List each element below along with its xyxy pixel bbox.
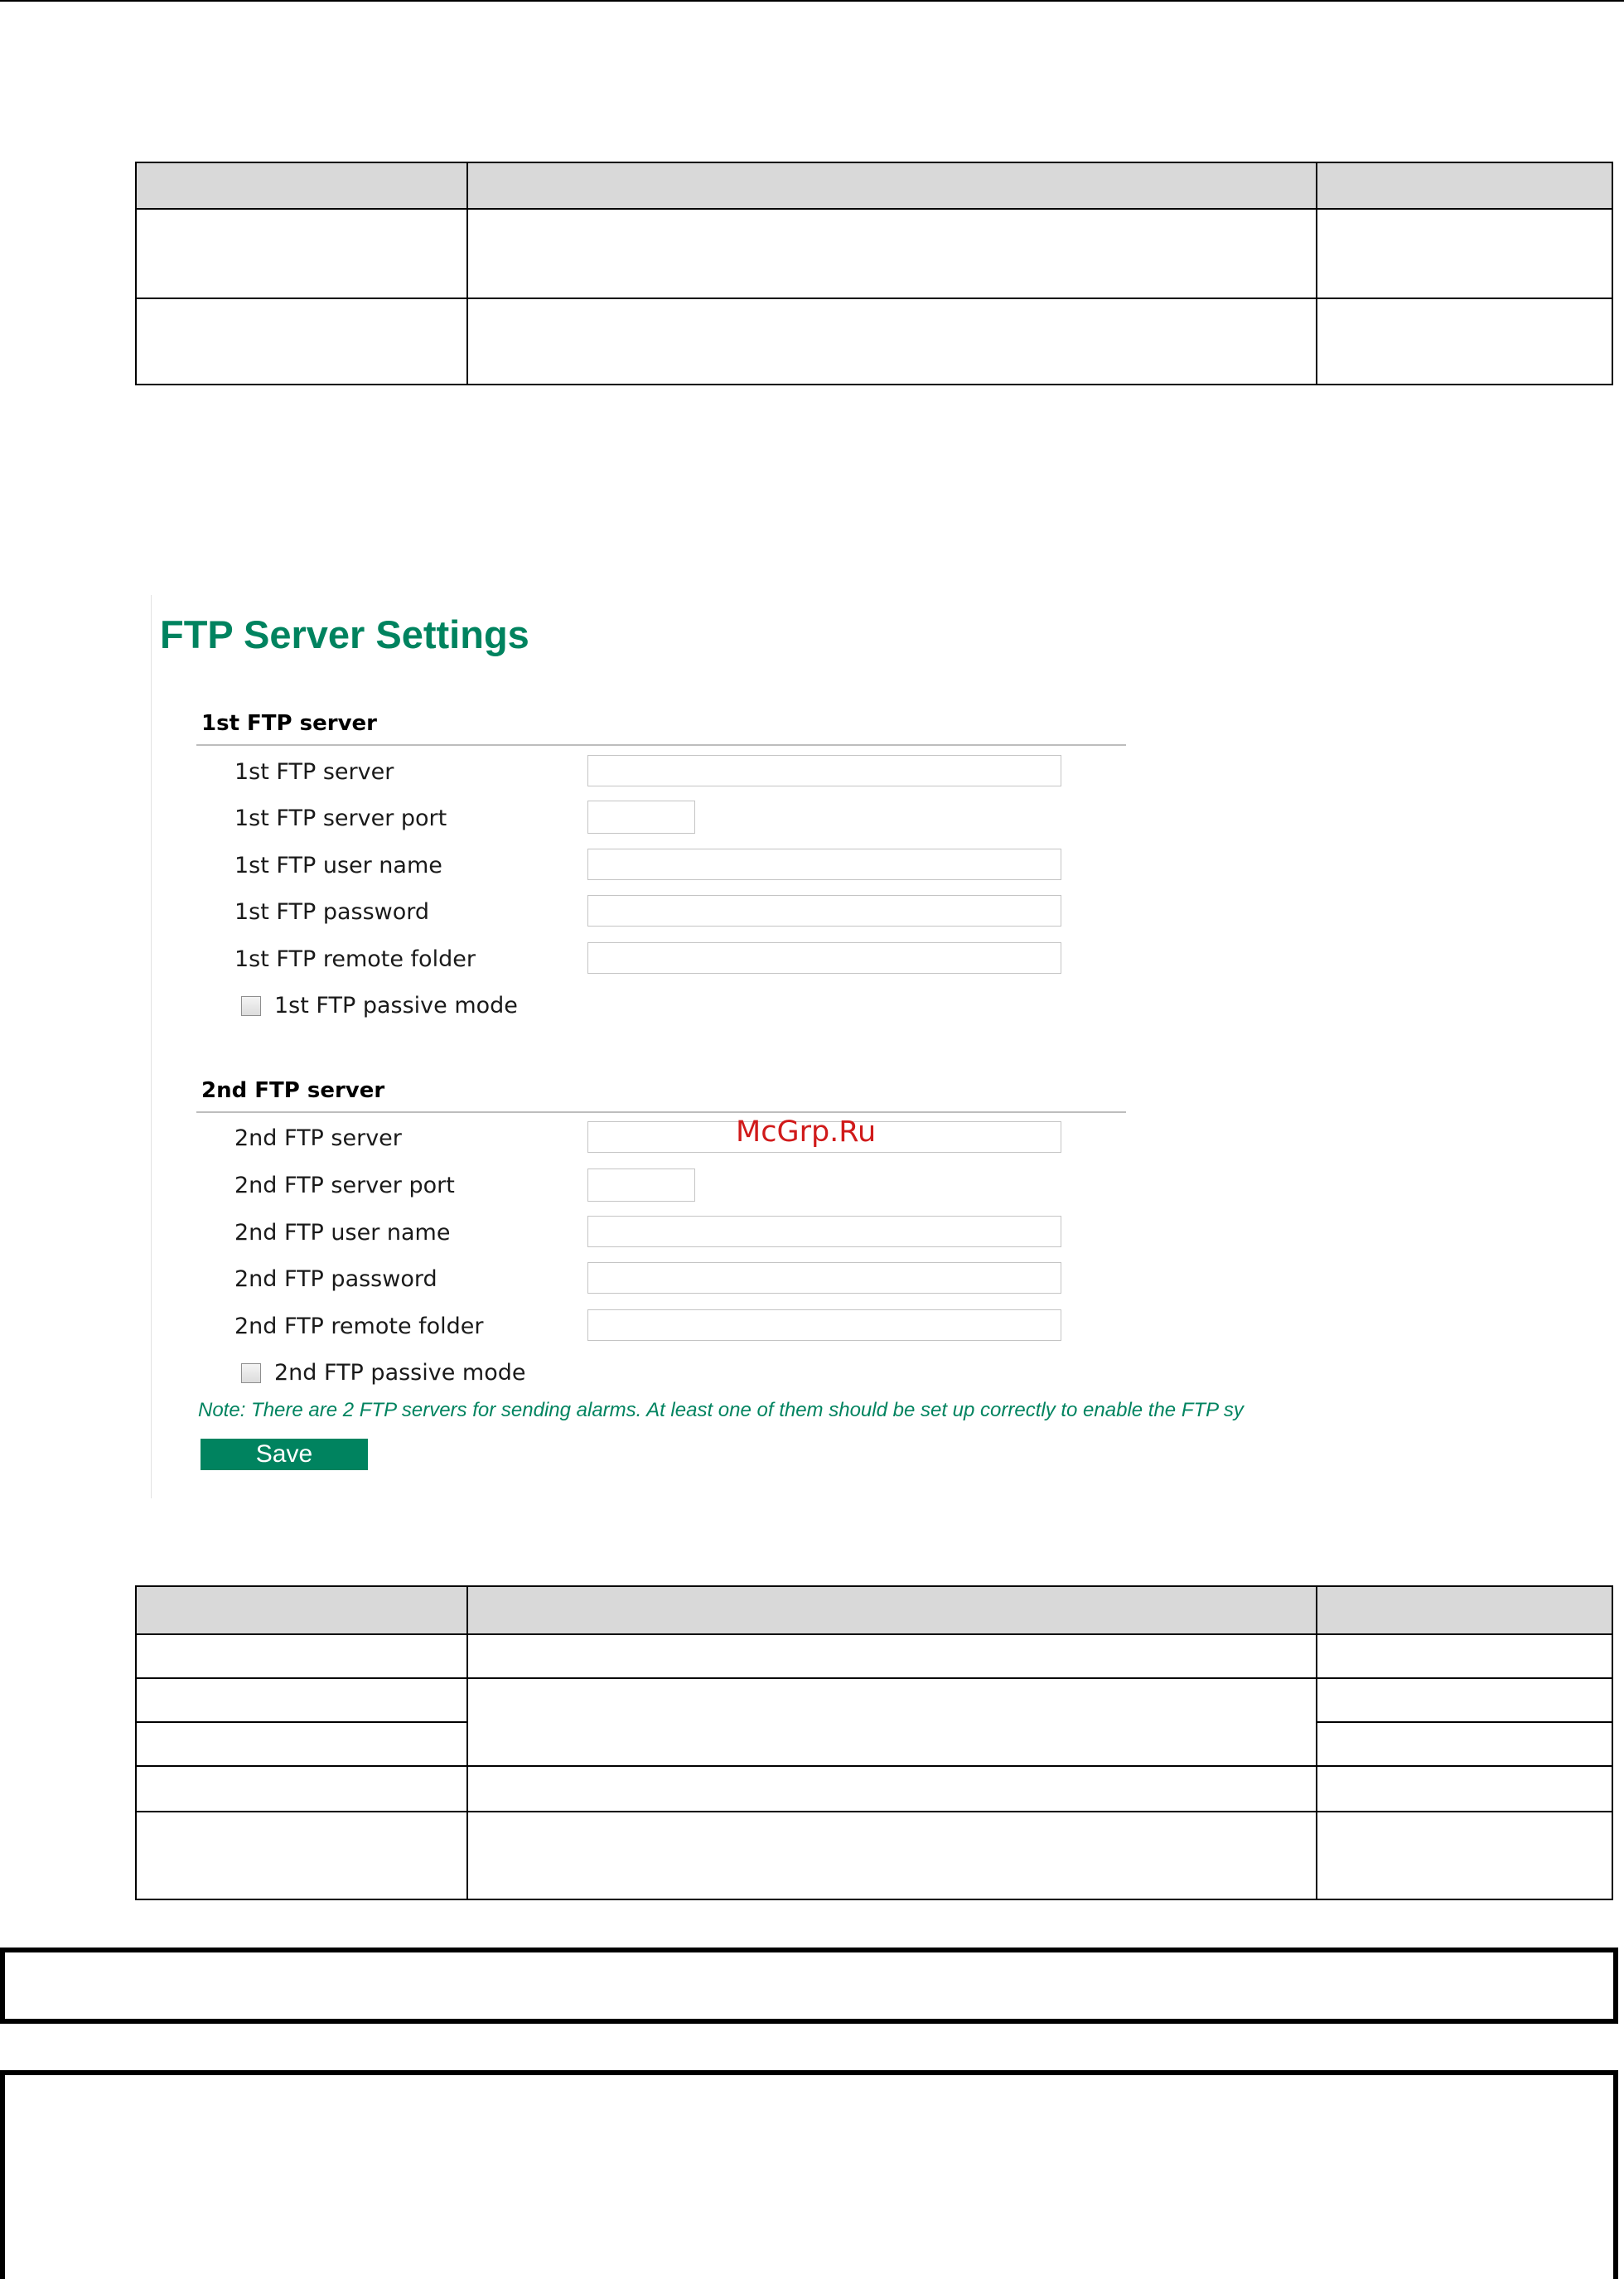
- table-cell: [136, 1634, 467, 1678]
- label-2nd-ftp-passive-mode: 2nd FTP passive mode: [274, 1360, 526, 1386]
- table-cell-merged: [467, 1678, 1317, 1766]
- input-1st-ftp-user-name[interactable]: [587, 849, 1061, 880]
- table-cell: [136, 1678, 467, 1722]
- label-2nd-ftp-password: 2nd FTP password: [234, 1266, 437, 1292]
- top-rule: [0, 0, 1624, 2]
- top-table: [135, 162, 1613, 385]
- label-1st-ftp-user-name: 1st FTP user name: [234, 853, 442, 878]
- table-header-cell: [1317, 162, 1612, 209]
- table-cell: [467, 1634, 1317, 1678]
- table-cell: [136, 209, 467, 298]
- table-cell: [136, 1766, 467, 1812]
- group-divider: [196, 744, 1126, 746]
- note-box: [0, 1948, 1618, 2024]
- label-2nd-ftp-server: 2nd FTP server: [234, 1125, 402, 1151]
- table-row: [136, 1766, 1612, 1812]
- group-heading-2nd-ftp-server: 2nd FTP server: [201, 1078, 385, 1103]
- table-cell: [1317, 209, 1612, 298]
- table-row: [136, 298, 1612, 385]
- label-2nd-ftp-user-name: 2nd FTP user name: [234, 1220, 451, 1246]
- table-cell: [136, 298, 467, 385]
- input-1st-ftp-server-port[interactable]: [587, 801, 695, 834]
- table-cell: [467, 298, 1317, 385]
- input-1st-ftp-server[interactable]: [587, 755, 1061, 786]
- input-1st-ftp-password[interactable]: [587, 895, 1061, 927]
- table-header-cell: [467, 162, 1317, 209]
- table-header-row: [136, 162, 1612, 209]
- table-cell: [467, 1766, 1317, 1812]
- label-1st-ftp-remote-folder: 1st FTP remote folder: [234, 946, 476, 972]
- table-cell: [1317, 1678, 1612, 1722]
- table-cell: [136, 1722, 467, 1766]
- table-header-cell: [136, 162, 467, 209]
- label-1st-ftp-passive-mode: 1st FTP passive mode: [274, 993, 518, 1019]
- page-title: FTP Server Settings: [160, 612, 529, 656]
- passive-mode-row-1st[interactable]: [241, 993, 518, 1019]
- label-2nd-ftp-remote-folder: 2nd FTP remote folder: [234, 1314, 484, 1339]
- checkbox-1st-ftp-passive-mode[interactable]: [241, 996, 261, 1016]
- label-1st-ftp-password: 1st FTP password: [234, 899, 430, 925]
- table-cell: [136, 1812, 467, 1899]
- label-2nd-ftp-server-port: 2nd FTP server port: [234, 1173, 455, 1198]
- passive-mode-row-2nd[interactable]: [241, 1360, 526, 1386]
- save-button[interactable]: Save: [201, 1439, 368, 1470]
- table-row: [136, 1678, 1612, 1722]
- table-header-row: [136, 1586, 1612, 1634]
- table-cell: [1317, 298, 1612, 385]
- checkbox-2nd-ftp-passive-mode[interactable]: [241, 1363, 261, 1383]
- group-heading-1st-ftp-server: 1st FTP server: [201, 711, 377, 736]
- ftp-settings-screenshot: [151, 595, 1355, 1498]
- table-row: [136, 1812, 1612, 1899]
- input-1st-ftp-remote-folder[interactable]: [587, 942, 1061, 974]
- table-header-cell: [1317, 1586, 1612, 1634]
- table-cell: [467, 209, 1317, 298]
- table-cell: [1317, 1722, 1612, 1766]
- input-2nd-ftp-password[interactable]: [587, 1262, 1061, 1294]
- table-cell: [1317, 1634, 1612, 1678]
- bottom-table: [135, 1585, 1613, 1900]
- input-2nd-ftp-server-port[interactable]: [587, 1169, 695, 1202]
- table-cell: [1317, 1812, 1612, 1899]
- table-header-cell: [467, 1586, 1317, 1634]
- label-1st-ftp-server-port: 1st FTP server port: [234, 806, 447, 831]
- note-text: Note: There are 2 FTP servers for sending alarms. At least one of them should be set up correctly to enable the FTP sy: [198, 1399, 1244, 1421]
- table-header-cell: [136, 1586, 467, 1634]
- group-divider: [196, 1111, 1126, 1113]
- watermark: McGrp.Ru: [736, 1115, 877, 1149]
- input-2nd-ftp-remote-folder[interactable]: [587, 1309, 1061, 1341]
- table-cell: [467, 1812, 1317, 1899]
- table-row: [136, 209, 1612, 298]
- input-2nd-ftp-user-name[interactable]: [587, 1216, 1061, 1247]
- table-row: [136, 1634, 1612, 1678]
- label-1st-ftp-server: 1st FTP server: [234, 759, 394, 785]
- attention-box: [0, 2070, 1618, 2279]
- table-cell: [1317, 1766, 1612, 1812]
